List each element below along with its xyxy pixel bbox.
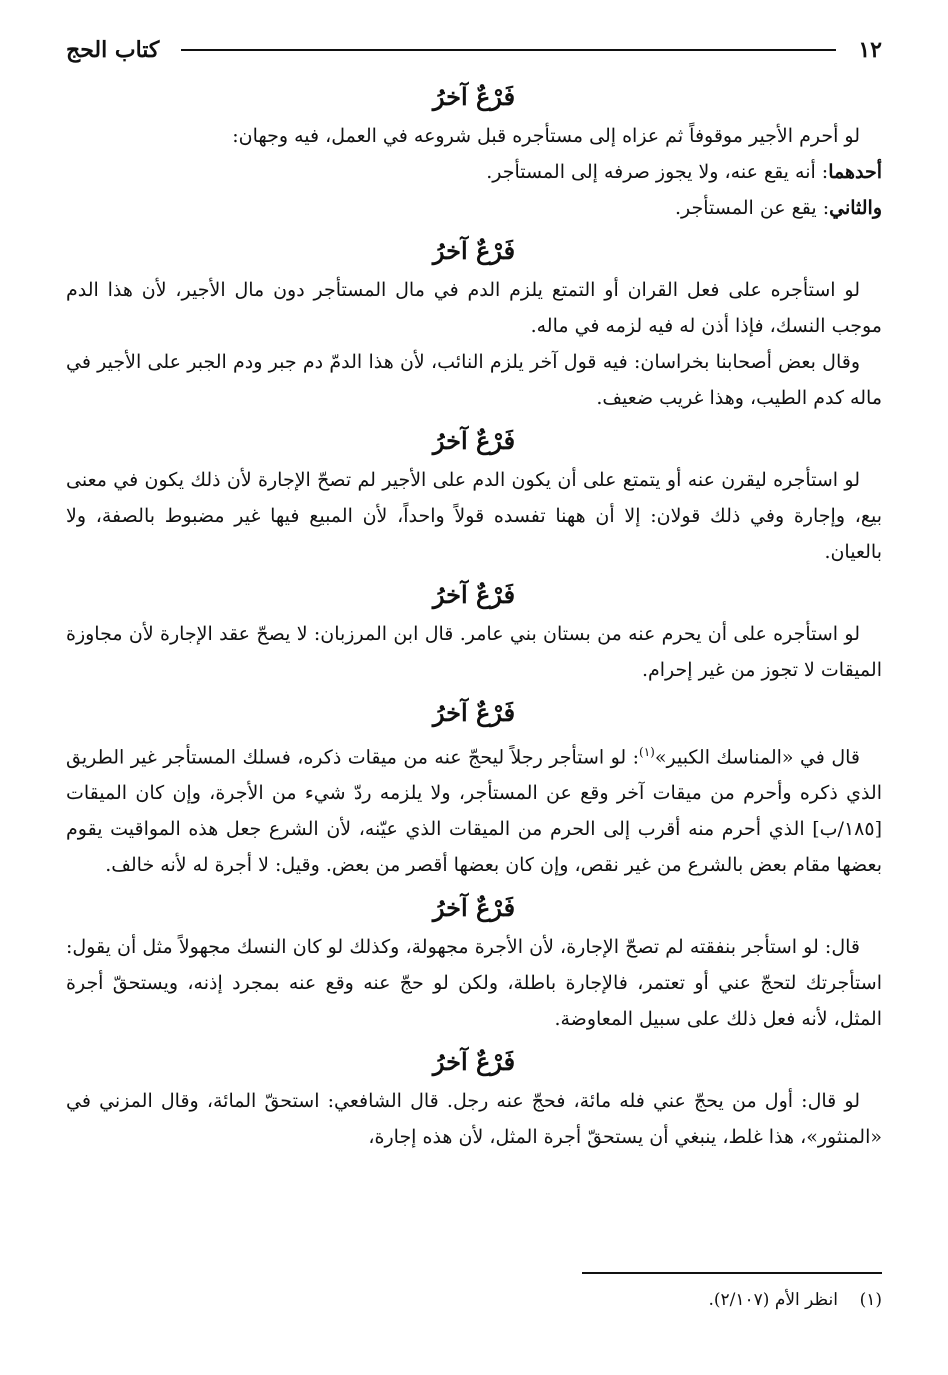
paragraph: لو أحرم الأجير موقوفاً ثم عزاه إلى مستأجره قبل شروعه في العمل، فيه وجهان: xyxy=(232,125,860,147)
page-number: ١٢ xyxy=(858,37,882,63)
paragraph: لو استأجره على فعل القران أو التمتع يلزم الدم في مال المستأجر دون مال الأجير، لأن هذا الدم موجب النسك، فإذا أذن له فيه لزمه في ماله. xyxy=(66,279,882,337)
header-rule xyxy=(181,49,836,51)
paragraph-lead: والثاني xyxy=(829,197,882,219)
section-heading: فَرْعٌ آخرُ xyxy=(432,426,516,455)
footnote-marker: (١) xyxy=(639,745,655,759)
paragraph-lead: أحدهما xyxy=(828,161,882,183)
paragraph-text: قال في «المناسك الكبير» xyxy=(654,746,860,769)
footnote xyxy=(708,1286,882,1314)
footnote-rule xyxy=(582,1272,882,1274)
paragraph: لو استأجره ليقرن عنه أو يتمتع على أن يكون الدم على الأجير لم تصحّ الإجارة لأن ذلك يكون في معنى بيع، وإجارة وفي ذلك قولان: إلا أن ههنا تفسده قولاً واحداً، لأن المبيع فيها غير مضبوط بالصفة، ولا بالعيان. xyxy=(66,469,882,563)
paragraph-text: : لو استأجر رجلاً ليحجّ عنه من ميقات ذكره، فسلك المستأجر غير الطريق الذي ذكره وأحرم من ميقات آخر وقع عن المستأجر، ولا يلزمه ردّ شيء من الأجرة، وإن كان الميقات [١٨٥/ب] الذي أحرم منه أقرب إلى الحرم من الميقات الذي عيّنه، لأن الشرع جعل هذه المواقيت يقوم بعضها مقام بعض بالشرع من غير نقص، وإن كان بعضها أقصر من بعض. وقيل: لا أجرة له لأنه خالف. xyxy=(66,746,882,877)
running-header xyxy=(66,28,882,72)
paragraph: لو استأجره على أن يحرم عنه من بستان بني عامر. قال ابن المرزبان: لا يصحّ عقد الإجارة لأن مجاوزة الميقات لا تجوز من غير إحرام. xyxy=(66,623,882,681)
paragraph: لو قال: أول من يحجّ عني فله مائة، فحجّ عنه رجل. قال الشافعي: استحقّ المائة، وقال المزني في «المنثور»، هذا غلط، ينبغي أن يستحقّ أجرة المثل، لأن هذه إجارة، xyxy=(66,1090,882,1149)
section-heading: فَرْعٌ آخرُ xyxy=(432,580,516,609)
section-heading: فَرْعٌ آخرُ xyxy=(432,1047,516,1077)
paragraph-text: : أنه يقع عنه، ولا يجوز صرفه إلى المستأجر. xyxy=(486,161,829,183)
paragraph-text: : يقع عن المستأجر. xyxy=(674,197,830,219)
paragraph xyxy=(66,734,882,883)
section-heading: فَرْعٌ آخرُ xyxy=(432,893,516,923)
paragraph: قال: لو استأجر بنفقته لم تصحّ الإجارة، لأن الأجرة مجهولة، وكذلك لو كان النسك مجهولاً مثل أن يقول: استأجرتك لتحجّ عني أو تعتمر، فالإجارة باطلة، ولكن لو حجّ عنه وقع عنه بمجرد إذنه، ويستحقّ أجرة المثل، لأنه فعل ذلك على سبيل المعاوضة. xyxy=(66,936,882,1031)
paragraph xyxy=(66,190,882,226)
section-heading: فَرْعٌ آخرُ xyxy=(432,82,516,111)
section-heading: فَرْعٌ آخرُ xyxy=(432,698,516,727)
footnote-text: انظر الأم (٢/١٠٧). xyxy=(708,1290,838,1310)
paragraph xyxy=(66,154,882,190)
paragraph: وقال بعض أصحابنا بخراسان: فيه قول آخر يلزم النائب، لأن هذا الدمّ دم جبر ودم الجبر على الأجير في ماله كدم الطيب، وهذا غريب ضعيف. xyxy=(66,351,882,409)
footnote-number: (١) xyxy=(859,1290,882,1310)
section-heading: فَرْعٌ آخرُ xyxy=(432,236,516,265)
book-title: كتاب الحج xyxy=(66,37,160,63)
page-body xyxy=(66,28,882,1155)
